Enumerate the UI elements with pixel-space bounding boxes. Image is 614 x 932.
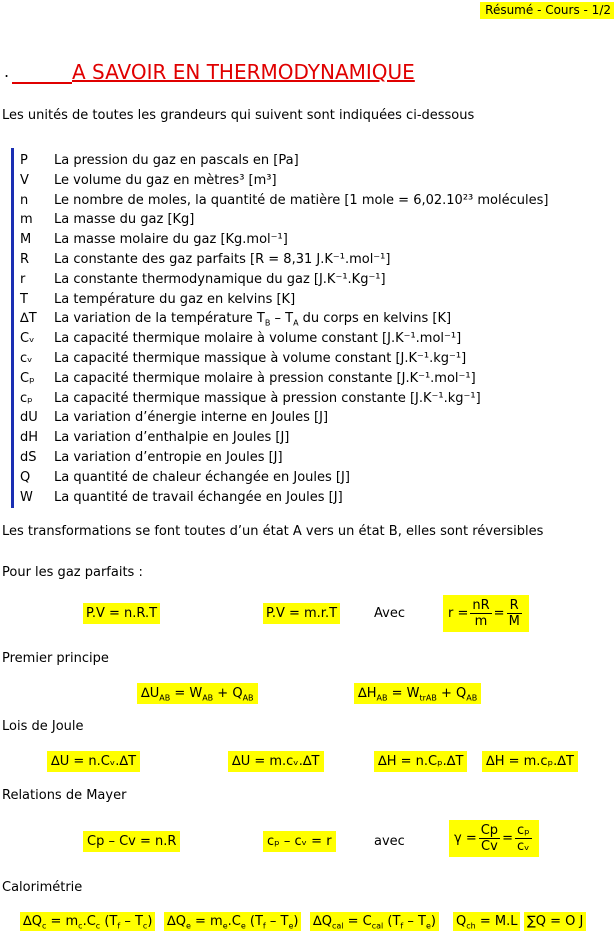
- unit-symbol: dS: [20, 450, 37, 465]
- unit-row: [20, 171, 277, 191]
- r-num2: R: [507, 598, 522, 614]
- unit-symbol: n: [20, 192, 29, 208]
- unit-row: [20, 408, 328, 428]
- unit-row: [20, 488, 343, 508]
- unit-description: La pression du gaz en pascals en [Pa]: [54, 153, 299, 168]
- unit-symbol: W: [20, 489, 33, 505]
- gaz-heading: Pour les gaz parfaits :: [2, 565, 143, 580]
- unit-row: [20, 448, 283, 468]
- unit-description: La variation d’entropie en Joules [J]: [54, 450, 283, 465]
- units-list-bar: [11, 148, 14, 508]
- unit-row: [20, 250, 390, 270]
- unit-description: La variation d’énergie interne en Joules [J]: [54, 410, 329, 426]
- formula-dh-ab: $\Delta H_{AB} = W_{trAB} + Q_{AB}$: [354, 683, 481, 704]
- intro-text: Les unités de toutes les grandeurs qui suivent sont indiquées ci-dessous: [2, 108, 475, 123]
- unit-symbol: m: [20, 212, 33, 228]
- formula-dh-m: ∆H = m.cₚ.∆T: [482, 751, 578, 772]
- unit-symbol: M: [20, 232, 32, 248]
- unit-description: Le nombre de moles, la quantité de matière [1 mole = 6,02.10²³ molécules]: [54, 192, 549, 208]
- page-title: A SAVOIR EN THERMODYNAMIQUE: [72, 60, 415, 84]
- unit-description: La capacité thermique massique à pression constante [J.K⁻¹.kg⁻¹]: [54, 390, 481, 406]
- unit-row: [20, 290, 295, 310]
- formula-r: [443, 595, 529, 632]
- unit-row: [20, 309, 451, 329]
- unit-symbol: P: [20, 153, 28, 168]
- gamma-lhs: γ =: [454, 831, 477, 846]
- premier-heading: Premier principe: [2, 651, 109, 666]
- r-eq: =: [493, 606, 505, 621]
- gamma-den2: cᵥ: [517, 839, 530, 854]
- unit-symbol: dU: [20, 410, 38, 426]
- header-tag: Résumé - Cours - 1/2: [480, 2, 614, 19]
- r-num: nR: [472, 598, 490, 613]
- formula-mayer-molar: Cp – Cv = n.R: [83, 831, 180, 852]
- r-den2: M: [508, 614, 520, 629]
- r-lhs: r =: [448, 606, 469, 621]
- unit-description: La masse du gaz [Kg]: [54, 212, 195, 228]
- calo-heading: Calorimétrie: [2, 880, 83, 895]
- formula-pv-mrt: P.V = m.r.T: [263, 603, 340, 624]
- gamma-num: Cp: [480, 823, 499, 838]
- unit-description: La masse molaire du gaz [Kg.mol⁻¹]: [54, 232, 288, 248]
- title-underline-lead: [12, 60, 72, 84]
- unit-row: [20, 210, 194, 230]
- transformations-text: Les transformations se font toutes d’un état A vers un état B, elles sont réversibles: [2, 524, 544, 539]
- formula-sum-q: ∑Q = O J: [524, 912, 586, 931]
- unit-description: La capacité thermique molaire à pression constante [J.K⁻¹.mol⁻¹]: [54, 370, 476, 386]
- unit-row: [20, 468, 350, 488]
- gamma-num2: cₚ: [516, 823, 530, 838]
- unit-row: [20, 389, 481, 409]
- gamma-frac-2: [515, 823, 532, 854]
- formula-du-n: ∆U = n.Cᵥ.∆T: [47, 751, 140, 772]
- unit-symbol: Q: [20, 469, 31, 485]
- formula-qc: $\Delta Q_c = m_c.C_c$ $(T_f - T_c)$: [20, 912, 155, 931]
- unit-description: La capacité thermique massique à volume constant [J.K⁻¹.kg⁻¹]: [54, 351, 467, 366]
- unit-row: [20, 329, 461, 349]
- formula-qe: $\Delta Q_e = m_e.C_e$ $(T_f - T_e)$: [164, 912, 301, 931]
- unit-row: [20, 191, 548, 211]
- unit-description: La constante thermodynamique du gaz [J.K⁻¹.Kg⁻¹]: [54, 271, 386, 287]
- unit-description: La constante des gaz parfaits [R = 8,31 J.K⁻¹.mol⁻¹]: [54, 252, 391, 267]
- gamma-den: Cv: [481, 839, 498, 854]
- formula-pv-nrt: P.V = n.R.T: [83, 603, 160, 624]
- unit-symbol: Cₚ: [20, 370, 35, 386]
- unit-symbol: r: [20, 271, 26, 287]
- unit-description: Le volume du gaz en mètres³ [m³]: [54, 172, 277, 188]
- joule-heading: Lois de Joule: [2, 719, 84, 734]
- unit-description: La quantité de travail échangée en Joules [J]: [54, 489, 343, 505]
- gaz-avec: Avec: [374, 606, 405, 621]
- gamma-eq: =: [502, 831, 513, 846]
- unit-description: La température du gaz en kelvins [K]: [54, 291, 296, 307]
- unit-symbol: ∆T: [20, 311, 37, 327]
- title-dot: .: [4, 62, 10, 81]
- unit-symbol: Cᵥ: [20, 331, 35, 347]
- unit-row: [20, 428, 289, 448]
- formula-du-ab: $\Delta U_{AB} = W_{AB} + Q_{AB}$: [137, 683, 258, 704]
- unit-symbol: R: [20, 252, 30, 267]
- gamma-frac-1: [479, 823, 500, 854]
- unit-row: [20, 230, 288, 250]
- unit-symbol: T: [20, 291, 28, 307]
- r-frac-2: [507, 598, 522, 629]
- unit-row: [20, 349, 466, 369]
- mayer-avec: avec: [374, 834, 405, 849]
- mayer-heading: Relations de Mayer: [2, 788, 127, 803]
- unit-description: La variation d’enthalpie en Joules [J]: [54, 430, 290, 446]
- formula-du-m: ∆U = m.cᵥ.∆T: [228, 751, 324, 772]
- formula-mayer-mass: cₚ – cᵥ = r: [263, 831, 336, 852]
- unit-symbol: V: [20, 172, 29, 188]
- unit-symbol: cᵥ: [20, 351, 33, 366]
- unit-row: [20, 270, 386, 290]
- unit-symbol: dH: [20, 430, 39, 446]
- r-frac-1: [470, 598, 491, 629]
- unit-description: La variation de la température $T_B - T_A$ du corps en kelvins [K]: [54, 311, 452, 328]
- unit-description: La quantité de chaleur échangée en Joules [J]: [54, 469, 350, 485]
- unit-row: [20, 369, 476, 389]
- unit-symbol: cₚ: [20, 390, 33, 406]
- r-den: m: [474, 614, 488, 629]
- formula-qcal: $\Delta Q_{cal} = C_{cal}$ $(T_f - T_e)$: [310, 912, 439, 931]
- formula-gamma: [449, 820, 539, 857]
- formula-dh-n: ∆H = n.Cₚ.∆T: [374, 751, 467, 772]
- unit-row: [20, 151, 299, 171]
- unit-description: La capacité thermique molaire à volume constant [J.K⁻¹.mol⁻¹]: [54, 331, 462, 347]
- formula-qch: $Q_{ch} = M.L$: [453, 912, 520, 931]
